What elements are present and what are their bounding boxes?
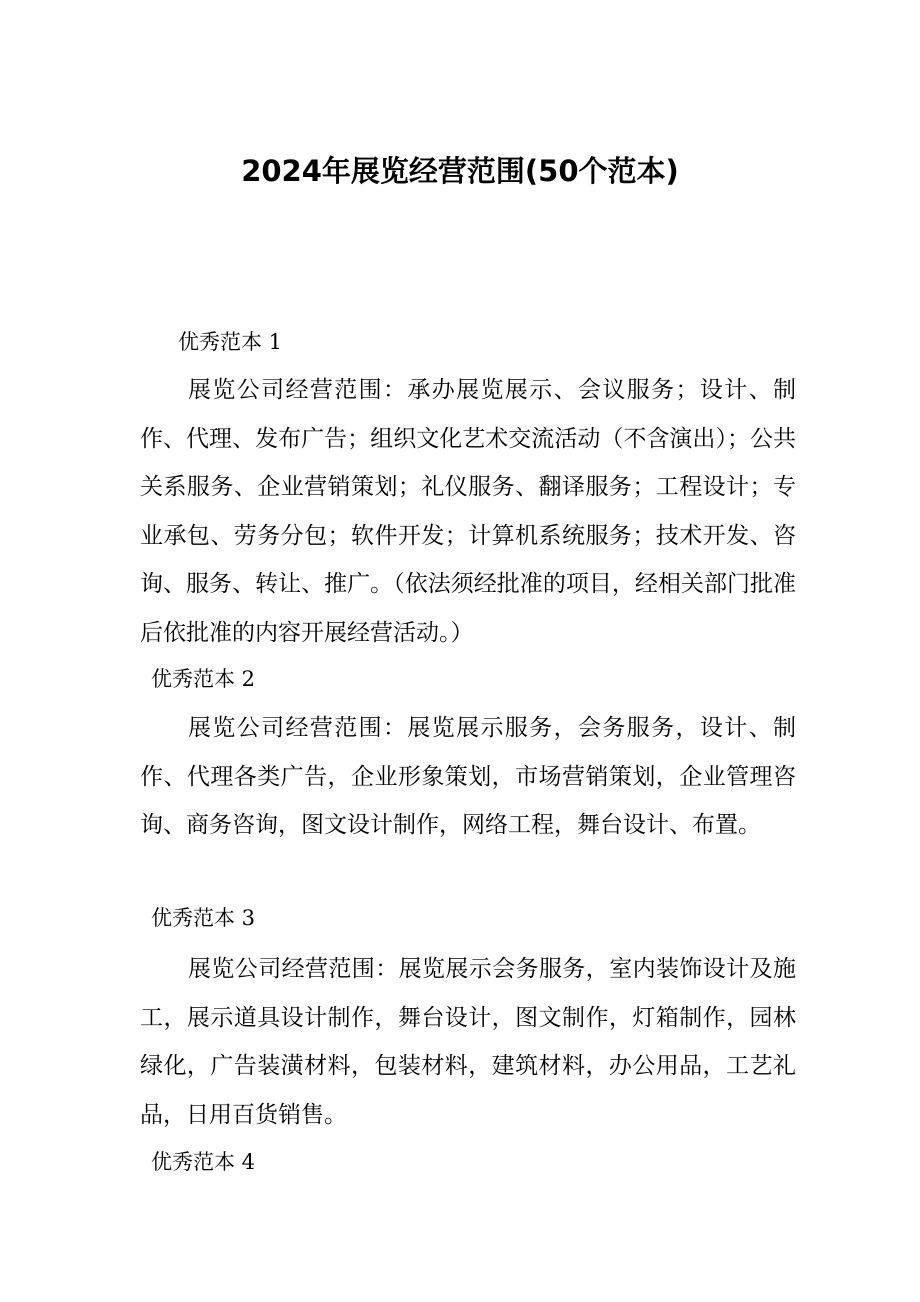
section-heading-4: 优秀范本 4 <box>151 1150 256 1174</box>
section-heading-3: 优秀范本 3 <box>151 906 256 930</box>
document-title: 2024年展览经营范围(50个范本) <box>241 154 679 188</box>
section-heading-1: 优秀范本 1 <box>178 330 283 354</box>
section-heading-2: 优秀范本 2 <box>151 667 256 691</box>
section-body-1: 展览公司经营范围：承办展览展示、会议服务；设计、制作、代理、发布广告；组织文化艺术交流活动（不含演出）；公共关系服务、企业营销策划；礼仪服务、翻译服务；工程设计；专业承包、劳务分包；软件开发；计算机系统服务；技术开发、咨询、服务、转让、推广。（依法须经批准的项目，经相关部门批准后依批准的内容开展经营活动。） <box>140 377 796 646</box>
section-body-3: 展览公司经营范围：展览展示会务服务，室内装饰设计及施工，展示道具设计制作，舞台设计，图文制作，灯箱制作，园林绿化，广告装潢材料，包装材料，建筑材料，办公用品，工艺礼品，日用百货销售。 <box>140 956 796 1128</box>
section-body-2: 展览公司经营范围：展览展示服务，会务服务，设计、制作、代理各类广告，企业形象策划，市场营销策划，企业管理咨询、商务咨询，图文设计制作，网络工程，舞台设计、布置。 <box>140 715 796 839</box>
